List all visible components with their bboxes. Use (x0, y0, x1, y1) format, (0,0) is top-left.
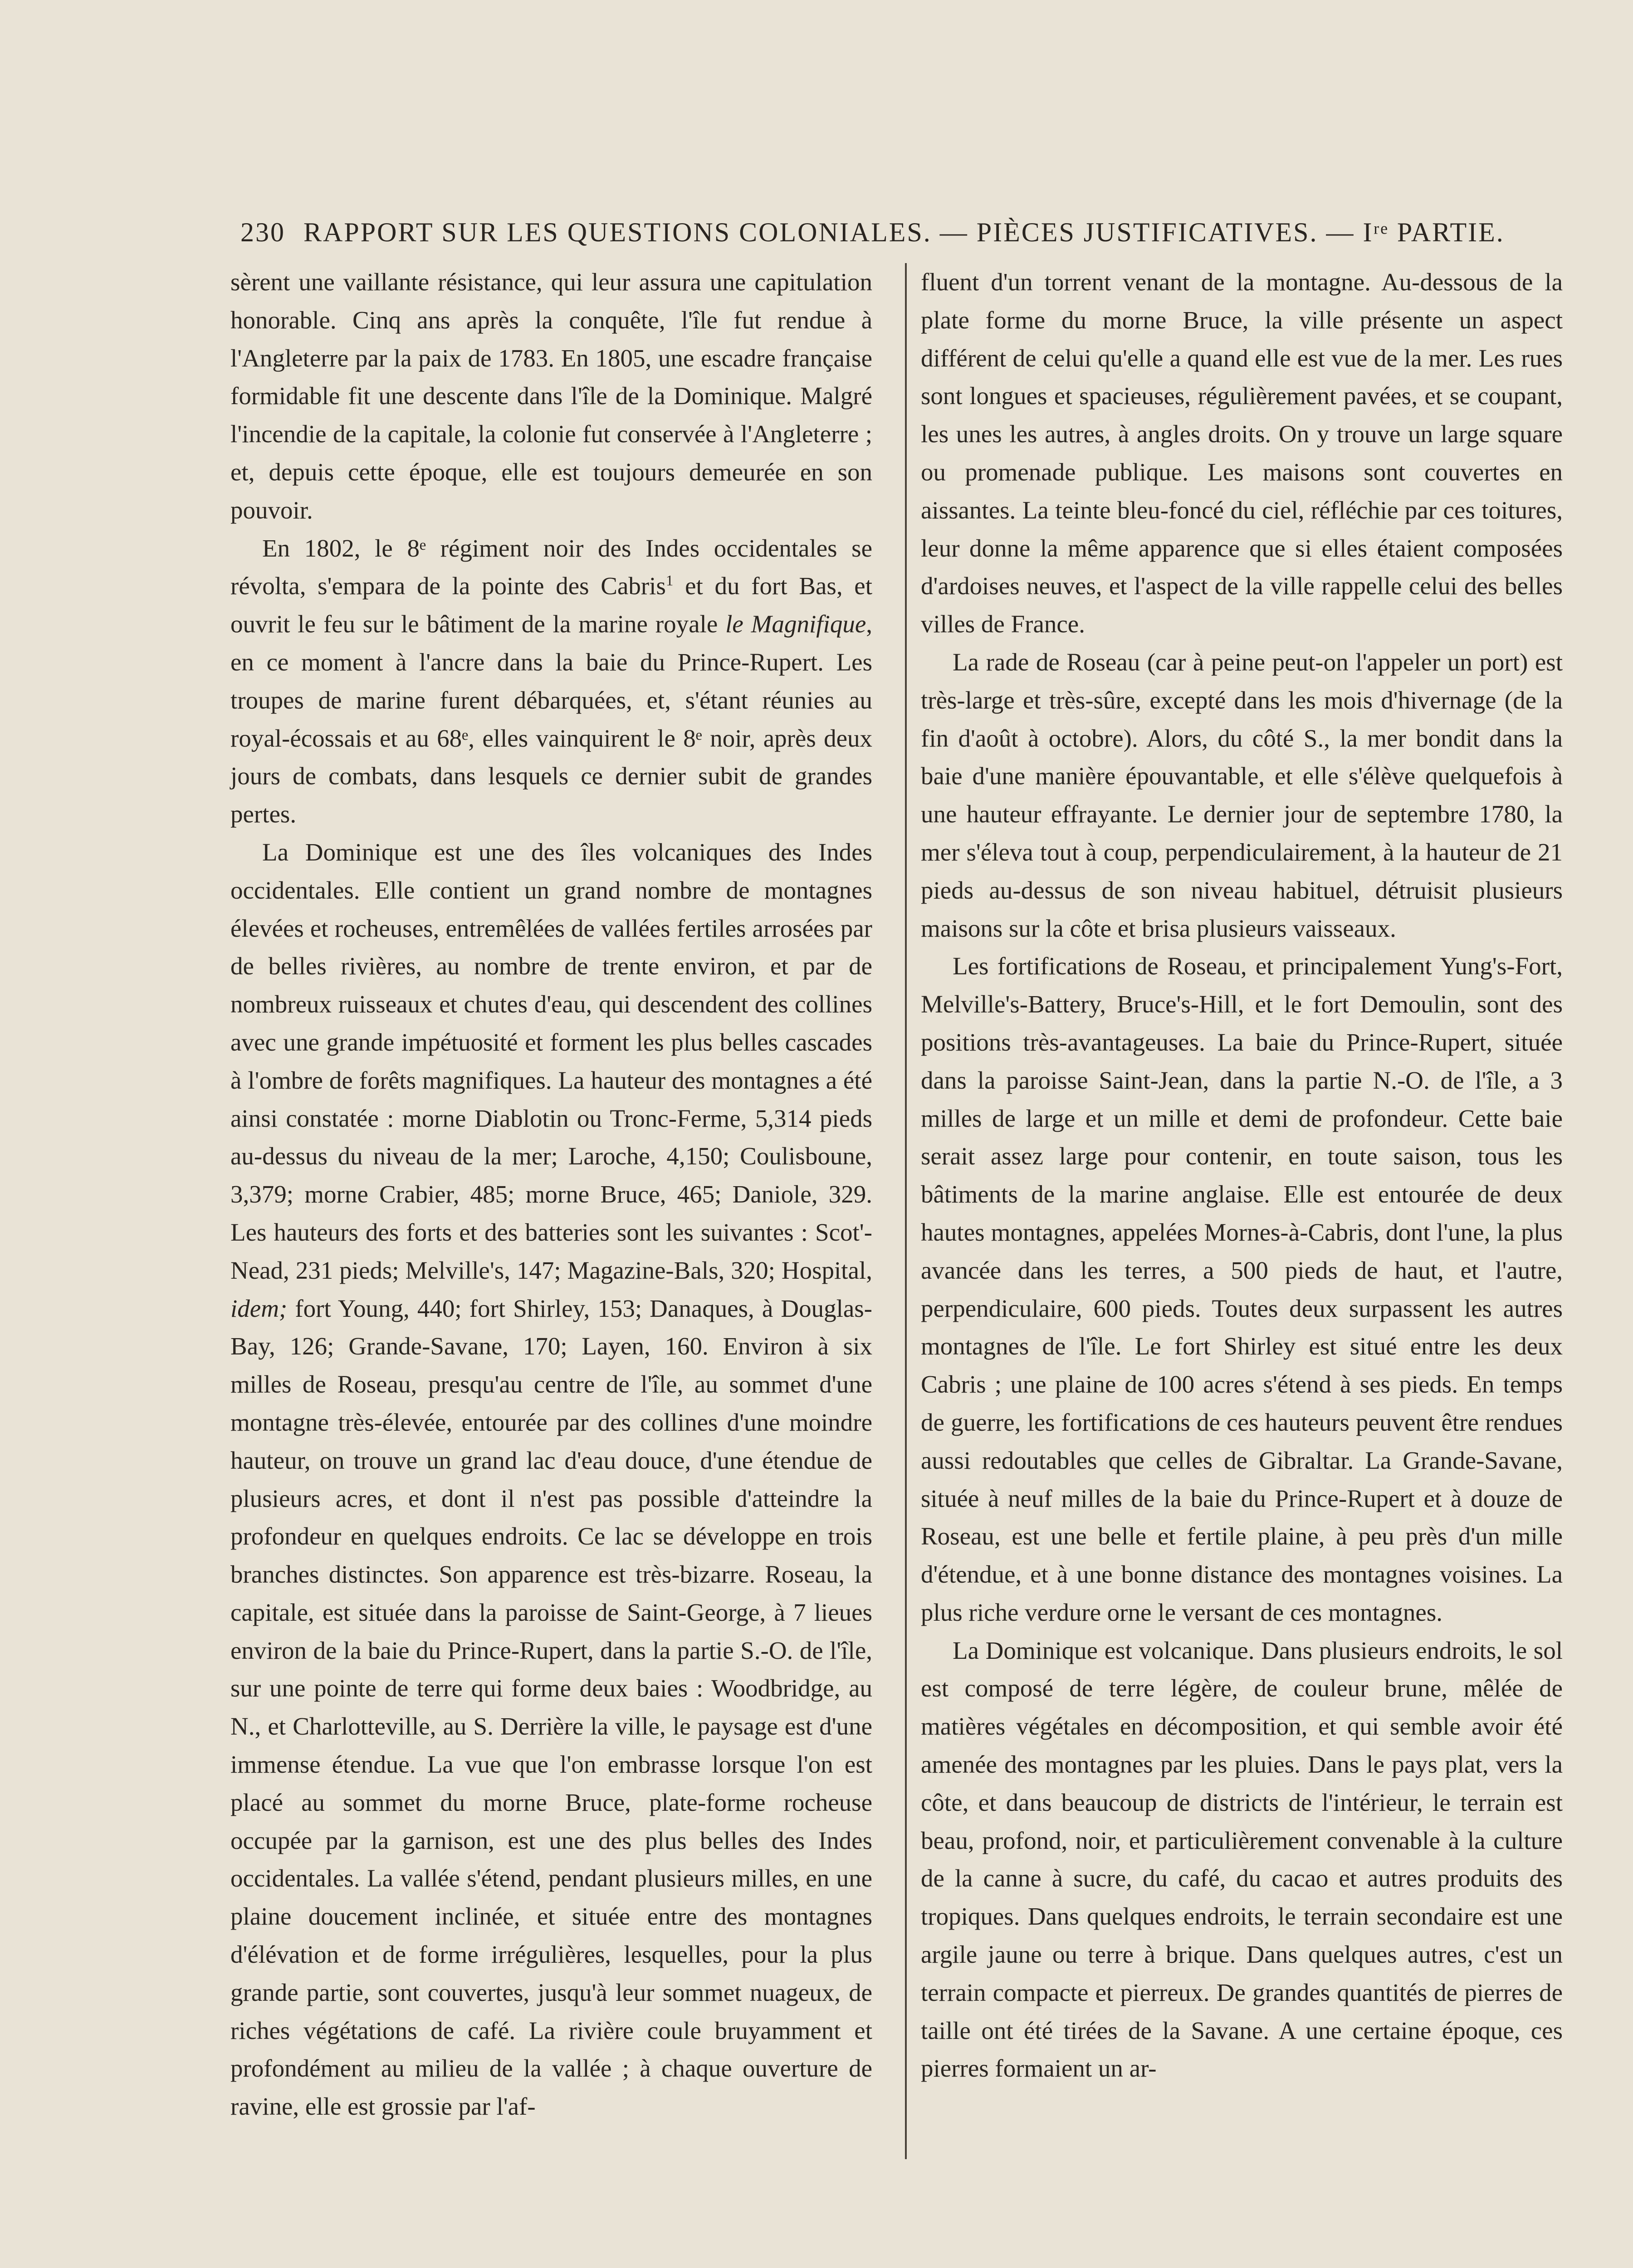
left-column (230, 263, 872, 2126)
paragraph: La Dominique est une des îles volcaniques des Indes occidentales. Elle contient un grand nombre de montagnes élevées et rocheuses, entremêlées de vallées fertiles arrosées par de belles rivières, au nombre de trente environ, et par de nombreux ruisseaux et chutes d'eau, qui descendent des collines avec une grande impétuosité et forment les plus belles cascades à l'ombre de forêts magnifiques. La hauteur des montagnes a été ainsi constatée : morne Diablotin ou Tronc-Ferme, 5,314 pieds au-dessus du niveau de la mer; Laroche, 4,150; Coulisboune, 3,379; morne Crabier, 485; morne Bruce, 465; Daniole, 329. Les hauteurs des forts et des batteries sont les suivantes : Scot'-Nead, 231 pieds; Melville's, 147; Magazine-Bals, 320; Hospital, idem; fort Young, 440; fort Shirley, 153; Danaques, à Douglas-Bay, 126; Grande-Savane, 170; Layen, 160. Environ à six milles de Roseau, presqu'au centre de l'île, au sommet d'une montagne très-élevée, entourée par des collines d'une moindre hauteur, on trouve un grand lac d'eau douce, d'une étendue de plusieurs acres, et dont il n'est pas possible d'atteindre la profondeur en quelques endroits. Ce lac se développe en trois branches distinctes. Son apparence est très-bizarre. Roseau, la capitale, est située dans la paroisse de Saint-George, à 7 lieues environ de la baie du Prince-Rupert, dans la partie S.-O. de l'île, sur une pointe de terre qui forme deux baies : Woodbridge, au N., et Charlotteville, au S. Derrière la ville, le paysage est d'une immense étendue. La vue que l'on embrasse lorsque l'on est placé au sommet du morne Bruce, plate-forme rocheuse occupée par la garnison, est une des plus belles des Indes occidentales. La vallée s'étend, pendant plusieurs milles, en une plaine doucement inclinée, et située entre des montagnes d'élévation et de forme irrégulières, lesquelles, pour la plus grande partie, sont couvertes, jusqu'à leur sommet nuageux, de riches végétations de café. La rivière coule bruyamment et profondément au milieu de la vallée ; à chaque ouverture de ravine, elle est grossie par l'af- (230, 838, 872, 2121)
paragraph: La rade de Roseau (car à peine peut-on l'appeler un port) est très-large et très-sûre, excepté dans les mois d'hivernage (de la fin d'août à octobre). Alors, du côté S., la mer bondit dans la baie d'une manière épouvantable, et elle s'élève quelquefois à une hauteur effrayante. Le dernier jour de septembre 1780, la mer s'éleva tout à coup, perpendiculairement, à la hauteur de 21 pieds au-dessus de son niveau habituel, détruisit plusieurs maisons sur la côte et brisa plusieurs vaisseaux. (921, 648, 1563, 942)
paragraph: Les fortifications de Roseau, et principalement Yung's-Fort, Melville's-Battery, Bruce's-Hill, et le fort Demoulin, sont des positions très-avantageuses. La baie du Prince-Rupert, située dans la paroisse Saint-Jean, dans la partie N.-O. de l'île, a 3 milles de large et un mille et demi de profondeur. Cette baie serait assez large pour contenir, en toute saison, tous les bâtiments de la marine anglaise. Elle est entourée de deux hautes montagnes, appelées Mornes-à-Cabris, dont l'une, la plus avancée dans les terres, a 500 pieds de haut, et l'autre, perpendiculaire, 600 pieds. Toutes deux surpassent les autres montagnes de l'île. Le fort Shirley est situé entre les deux Cabris ; une plaine de 100 acres s'étend à ses pieds. En temps de guerre, les fortifications de ces hauteurs peuvent être rendues aussi redoutables que celles de Gibraltar. La Grande-Savane, située à neuf milles de la baie du Prince-Rupert et à douze de Roseau, est une belle et fertile plaine, à peu près d'un mille d'étendue, et à une bonne distance des montagnes voisines. La plus riche verdure orne le versant de ces montagnes. (921, 952, 1563, 1626)
paragraph: fluent d'un torrent venant de la montagne. Au-dessous de la plate forme du morne Bruce, la ville présente un aspect différent de celui qu'elle a quand elle est vue de la mer. Les rues sont longues et spacieuses, régulièrement pavées, et se coupant, les unes les autres, à angles droits. On y trouve un large square ou promenade publique. Les maisons sont couvertes en aissantes. La teinte bleu-foncé du ciel, réfléchie par ces toitures, leur donne la même apparence que si elles étaient composées d'ardoises neuves, et l'aspect de la ville rappelle celui des belles villes de France. (921, 268, 1563, 638)
paragraph: sèrent une vaillante résistance, qui leur assura une capitulation honorable. Cinq ans après la conquête, l'île fut rendue à l'Angleterre par la paix de 1783. En 1805, une escadre française formidable fit une descente dans l'île de la Dominique. Malgré l'incendie de la capitale, la colonie fut conservée à l'Angleterre ; et, depuis cette époque, elle est toujours demeurée en son pouvoir. (230, 268, 872, 524)
paragraph: En 1802, le 8ᵉ régiment noir des Indes occidentales se révolta, s'empara de la pointe des Cabris$^1$ et du fort Bas, et ouvrit le feu sur le bâtiment de la marine royale le Magnifique, en ce moment à l'ancre dans la baie du Prince-Rupert. Les troupes de marine furent débarquées, et, s'étant réunies au royal-écossais et au 68ᵉ, elles vainquirent le 8ᵉ noir, après deux jours de combats, dans lesquels ce dernier subit de grandes pertes. (230, 534, 872, 828)
column-divider (905, 263, 907, 2159)
page-number: 230 (240, 217, 285, 247)
paragraph: La Dominique est volcanique. Dans plusieurs endroits, le sol est composé de terre légère, de couleur brune, mêlée de matières végétales en décomposition, et qui semble avoir été amenée des montagnes par les pluies. Dans le pays plat, vers la côte, et dans beaucoup de districts de l'intérieur, le terrain est beau, profond, noir, et particulièrement convenable à la culture de la canne à sucre, du café, du cacao et autres produits des tropiques. Dans quelques endroits, le terrain secondaire est une argile jaune ou terre à brique. Dans quelques autres, c'est un terrain compacte et pierreux. De grandes quantités de pierres de taille ont été tirées de la Savane. A une certaine époque, ces pierres formaient un ar- (921, 1636, 1563, 2082)
header-title: RAPPORT SUR LES QUESTIONS COLONIALES. — PIÈCES JUSTIFICATIVES. — Iʳᵉ PARTIE. (303, 217, 1505, 247)
right-column (921, 263, 1563, 2087)
ship-name: le Magnifique (725, 610, 866, 638)
running-header (240, 217, 1529, 248)
footnote-ref: 1 (665, 573, 674, 590)
